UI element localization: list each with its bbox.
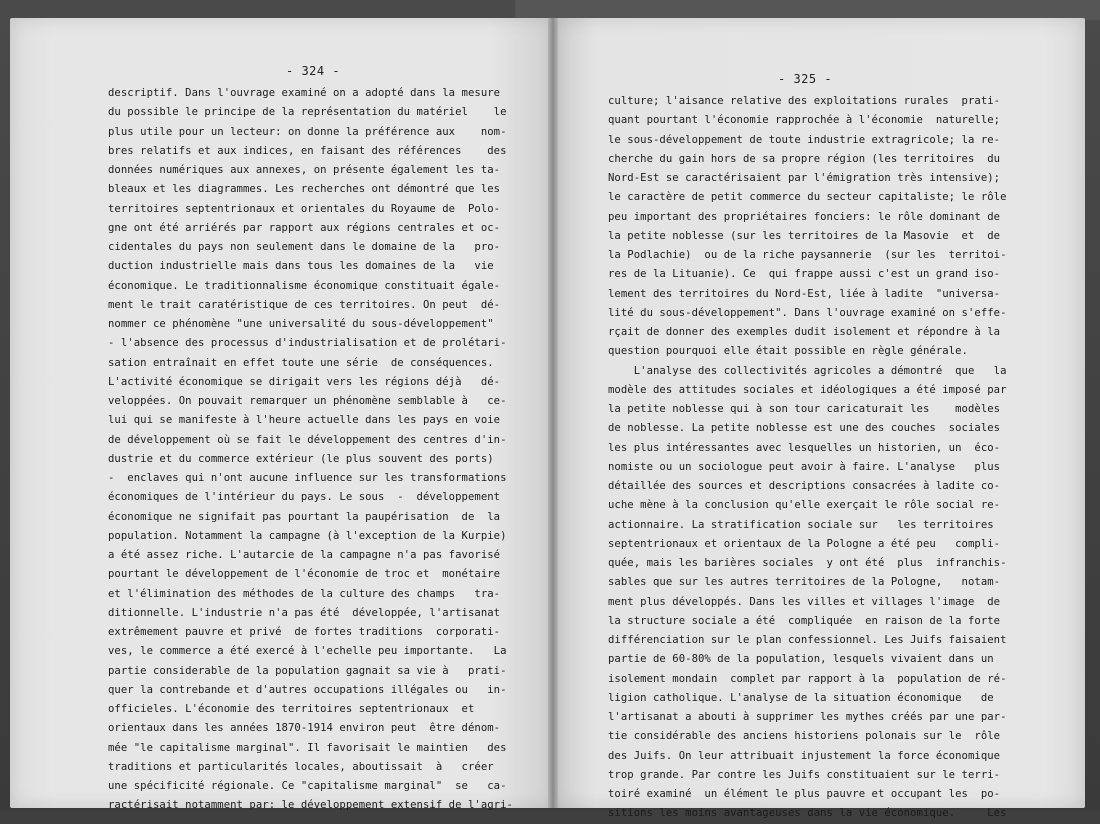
- left-page-text: [108, 84, 513, 816]
- text-line: dustrie et du commerce extérieur (le plus souvent des ports): [108, 452, 494, 465]
- text-line: cherche du gain hors de sa propre région (les territoires du: [608, 152, 1001, 165]
- text-line: veloppées. On pouvait remarquer un phénomène semblable à ce-: [108, 395, 507, 407]
- text-line: quant pourtant l'économie rapprochée à l'économie naturelle;: [608, 114, 1001, 127]
- text-line: extrêmement pauvre et privé de fortes traditions corporati-: [108, 626, 501, 638]
- text-line: nomiste ou un sociologue peut avoir à faire. L'analyse plus: [608, 460, 1001, 473]
- text-line: res de la Lituanie). Ce qui frappe aussi c'est un grand iso-: [608, 268, 1001, 281]
- left-page-number: - 324 -: [286, 64, 341, 78]
- text-line: actionnaire. La stratification sociale sur les territoires: [608, 518, 994, 531]
- text-line: différenciation sur le plan confessionnel. Les Juifs faisaient: [608, 634, 1007, 646]
- text-line: sation entraînait en effet toute une série de conséquences.: [108, 356, 494, 369]
- text-line: partie de 60-80% de la population, lesquels vivaient dans un: [608, 653, 994, 666]
- text-line: orientaux dans les années 1870-1914 environ peut être dénom-: [108, 722, 501, 735]
- text-line: duction industrielle mais dans tous les domaines de la vie: [108, 260, 494, 273]
- text-line: de noblesse. La petite noblesse est une des couches sociales: [608, 422, 1001, 435]
- text-line: - l'absence des processus d'industrialisation et de prolétari-: [108, 337, 507, 350]
- text-line: nommer ce phénomène "une universalité du sous-développement": [108, 318, 494, 330]
- text-line: ractérisait notamment par: le développement extensif de l'agri-: [108, 799, 513, 812]
- text-line: données numériques aux annexes, on présente également les ta-: [108, 164, 501, 176]
- text-line: - enclaves qui n'ont aucune influence sur les transformations: [108, 472, 507, 484]
- text-line: et l'élimination des méthodes de la culture des champs tra-: [108, 587, 501, 600]
- text-line: le sous-développement de toute industrie extragricole; la re-: [608, 133, 1001, 146]
- text-line: partie considerable de la population gagnait sa vie à prati-: [108, 664, 507, 677]
- text-line: l'artisanat a abouti à supprimer les mythes créés par une par-: [608, 711, 1007, 723]
- text-line: lui qui se manifeste à l'heure actuelle dans les pays en voie: [108, 414, 501, 427]
- page-edge: [515, 0, 1100, 20]
- text-line: plus utile pour un lecteur: on donne la préférence aux nom-: [108, 125, 507, 138]
- text-line: lement des territoires du Nord-Est, liée à ladite "universa-: [608, 287, 1001, 300]
- text-line: quer la contrebande et d'autres occupations illégales ou in-: [108, 683, 507, 696]
- text-line: question pourquoi elle était possible en règle générale.: [608, 345, 968, 358]
- book-gutter: [548, 18, 558, 808]
- text-line: septentrionaux et orientaux de la Pologne a été peu compli-: [608, 537, 1001, 550]
- text-line: descriptif. Dans l'ouvrage examiné on a adopté dans la mesure: [108, 87, 501, 99]
- text-line: le caractère de petit commerce du secteur capitaliste; le rôle: [608, 191, 1007, 204]
- text-line: ditionnelle. L'industrie n'a pas été développée, l'artisanat: [108, 606, 501, 619]
- text-line: traditions et particularités locales, aboutissait à créer: [108, 760, 494, 773]
- text-line: mée "le capitalisme marginal". Il favorisait le maintien des: [108, 741, 507, 754]
- text-line: de développement où se fait le développement des centres d'in-: [108, 433, 507, 446]
- text-line: L'activité économique se dirigait vers les régions déjà dé-: [108, 375, 501, 388]
- text-line: la structure sociale a été compliquée en raison de la forte: [608, 614, 1001, 627]
- text-line: la petite noblesse (sur les territoires de la Masovie et de: [608, 229, 1001, 242]
- text-line: économique. Le traditionnalisme économique constituait égale-: [108, 279, 501, 292]
- text-line: économiques de l'intérieur du pays. Le sous - développement: [108, 491, 501, 504]
- text-line: une spécificité régionale. Ce "capitalisme marginal" se ca-: [108, 780, 507, 792]
- text-line: la Podlachie) ou de la riche paysannerie (sur les territoi-: [608, 249, 1007, 261]
- text-line: des Juifs. On leur attribuait injustement la force économique: [608, 749, 1001, 762]
- text-line: sitions les moins avantageuses dans la vie économique. Les: [608, 807, 1007, 820]
- text-line: Nord-Est se caractérisaient par l'émigration très intensive);: [608, 172, 1001, 184]
- text-line: modèle des attitudes sociales et idéologiques a été imposé par: [608, 383, 1007, 396]
- text-line: peu important des propriétaires fonciers: le rôle dominant de: [608, 210, 1001, 223]
- text-line: officieles. L'économie des territoires septentrionaux et: [108, 703, 475, 715]
- text-line: ves, le commerce a été exercé à l'echelle peu importante. La: [108, 645, 507, 658]
- text-line: territoires septentrionaux et orientales du Royaume de Polo-: [108, 202, 501, 215]
- text-line: ment le trait caratéristique de ces territoires. On peut dé-: [108, 298, 501, 311]
- text-line: économique ne signifait pas pourtant la paupérisation de la: [108, 510, 501, 523]
- text-line: L'analyse des collectivités agricoles a démontré que la: [608, 364, 1007, 377]
- text-line: bleaux et les diagrammes. Les recherches ont démontré que les: [108, 183, 501, 196]
- text-line: gne ont été arriérés par rapport aux régions centrales et oc-: [108, 221, 501, 234]
- text-line: les plus intéressantes avec lesquelles un historien, un éco-: [608, 441, 1001, 454]
- text-line: cidentales du pays non seulement dans le domaine de la pro-: [108, 241, 501, 253]
- text-line: isolement mondain complet par rapport à la population de ré-: [608, 672, 1007, 685]
- text-line: bres relatifs et aux indices, en faisant des références des: [108, 144, 507, 157]
- text-line: a été assez riche. L'autarcie de la campagne n'a pas favorisé: [108, 549, 501, 561]
- text-line: population. Notamment la campagne (à l'exception de la Kurpie): [108, 529, 507, 542]
- text-line: ment plus développés. Dans les villes et villages l'image de: [608, 595, 1001, 608]
- text-line: uche mène à la conclusion qu'elle exerçait le rôle social re-: [608, 499, 1001, 512]
- right-page-number: - 325 -: [778, 72, 833, 86]
- text-line: tie considérable des anciens historiens polonais sur le rôle: [608, 730, 1001, 743]
- text-line: lité du sous-développement". Dans l'ouvrage examiné on s'effe-: [608, 306, 1007, 319]
- text-line: pourtant le développement de l'économie de troc et monétaire: [108, 568, 501, 581]
- text-line: du possible le principe de la représentation du matériel le: [108, 106, 507, 119]
- text-line: ligion catholique. L'analyse de la situation économique de: [608, 691, 994, 704]
- text-line: détaillée des sources et descriptions consacrées à ladite co-: [608, 480, 1001, 492]
- text-line: quée, mais les barières sociales y ont été plus infranchis-: [608, 557, 1007, 569]
- text-line: culture; l'aisance relative des exploitations rurales prati-: [608, 95, 1001, 107]
- text-line: sables que sur les autres territoires de la Pologne, notam-: [608, 576, 1001, 589]
- text-line: rçait de donner des exemples dudit isolement et répondre à la: [608, 326, 1001, 338]
- text-line: la petite noblesse qui à son tour caricaturait les modèles: [608, 403, 1001, 415]
- text-line: toiré examiné un élément le plus pauvre et occupant les po-: [608, 788, 1001, 800]
- text-line: trop grande. Par contre les Juifs constituaient sur le terri-: [608, 768, 1001, 781]
- right-page-text: [608, 92, 1007, 824]
